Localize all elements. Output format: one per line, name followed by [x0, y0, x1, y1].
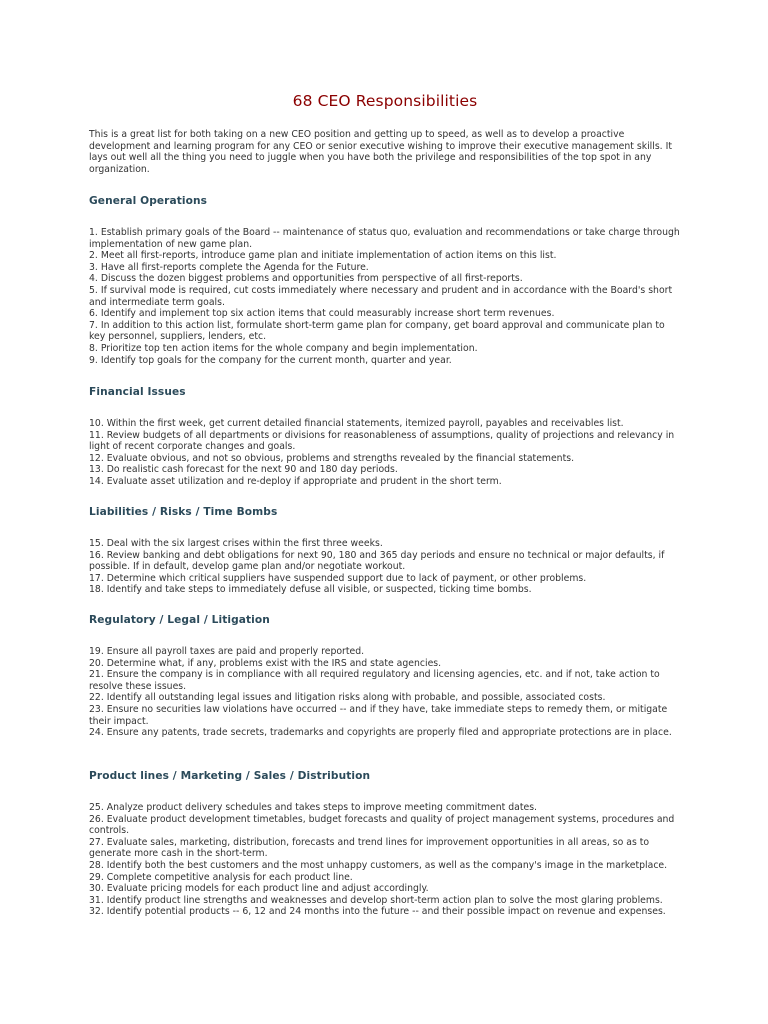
list-item: 32. Identify potential products -- 6, 12 and 24 months into the future -- and their possible impact on revenue and expenses.	[89, 906, 666, 918]
list-item: 2. Meet all first-reports, introduce game plan and initiate implementation of action items on this list.	[89, 250, 557, 262]
list-item: 15. Deal with the six largest crises within the first three weeks.	[89, 538, 383, 549]
list-item: 30. Evaluate pricing models for each product line and adjust accordingly.	[89, 883, 429, 895]
list-item: 12. Evaluate obvious, and not so obvious, problems and strengths revealed by the financial statements.	[89, 452, 575, 464]
list-item: 11. Review budgets of all departments or divisions for reasonableness of assumptions, quality of projections and relevancy in light of recent corporate changes and goals.	[89, 429, 675, 453]
list-item: 23. Ensure no securities law violations have occurred -- and if they have, take immediate steps to remedy them, or mitigate their impact.	[89, 703, 668, 727]
section-list-regulatory-legal	[89, 646, 681, 739]
list-item: 8. Prioritize top ten action items for the whole company and begin implementation.	[89, 342, 478, 354]
list-item: 5. If survival mode is required, cut costs immediately where necessary and prudent and in accordance with the Board's short and intermediate term goals.	[89, 284, 673, 308]
list-item: 25. Analyze product delivery schedules and takes steps to improve meeting commitment dates.	[89, 802, 538, 813]
list-item: 19. Ensure all payroll taxes are paid and properly reported.	[89, 646, 365, 657]
list-item: 9. Identify top goals for the company for the current month, quarter and year.	[89, 354, 452, 366]
intro-paragraph: This is a great list for both taking on a new CEO position and getting up to speed, as well as to develop a proactive development and learning program for any CEO or senior executive wishing to improve their executive management skills. It lays out well all the thing you need to juggle when you have both the privilege and responsibilities of the top spot in any organization.	[89, 129, 672, 175]
list-item: 31. Identify product line strengths and weaknesses and develop short-term action plan to solve the most glaring problems.	[89, 894, 663, 906]
list-item: 3. Have all first-reports complete the Agenda for the Future.	[89, 261, 369, 273]
list-item: 24. Ensure any patents, trade secrets, trademarks and copyrights are properly filed and appropriate protections are in place.	[89, 727, 672, 739]
section-list-financial-issues	[89, 418, 681, 488]
list-item: 22. Identify all outstanding legal issues and litigation risks along with probable, and possible, associated costs.	[89, 692, 606, 704]
list-item: 6. Identify and implement top six action items that could measurably increase short term revenues.	[89, 308, 555, 320]
section-list-general-operations	[89, 227, 681, 366]
list-item: 10. Within the first week, get current detailed financial statements, itemized payroll, payables and receivables list.	[89, 418, 624, 429]
section-heading-financial-issues: Financial Issues	[89, 386, 186, 398]
section-heading-liabilities-risks: Liabilities / Risks / Time Bombs	[89, 506, 278, 518]
section-heading-regulatory-legal: Regulatory / Legal / Litigation	[89, 614, 270, 626]
list-item: 26. Evaluate product development timetables, budget forecasts and quality of project management systems, procedures and controls.	[89, 813, 675, 837]
list-item: 1. Establish primary goals of the Board -- maintenance of status quo, evaluation and recommendations or take charge through implementation of new game plan.	[89, 227, 680, 250]
list-item: 29. Complete competitive analysis for each product line.	[89, 871, 353, 883]
list-item: 18. Identify and take steps to immediately defuse all visible, or suspected, ticking time bombs.	[89, 584, 532, 596]
list-item: 28. Identify both the best customers and the most unhappy customers, as well as the company's image in the marketplace.	[89, 859, 668, 871]
page-title: 68 CEO Responsibilities	[292, 92, 478, 110]
list-item: 21. Ensure the company is in compliance with all required regulatory and licensing agencies, etc. and if not, take action to resolve these issues.	[89, 669, 660, 692]
section-list-liabilities-risks	[89, 538, 681, 596]
list-item: 14. Evaluate asset utilization and re-deploy if appropriate and prudent in the short term.	[89, 475, 502, 487]
section-heading-general-operations: General Operations	[89, 195, 208, 207]
list-item: 13. Do realistic cash forecast for the next 90 and 180 day periods.	[89, 464, 398, 476]
list-item: 4. Discuss the dozen biggest problems and opportunities from perspective of all first-reports.	[89, 273, 523, 285]
list-item: 16. Review banking and debt obligations for next 90, 180 and 365 day periods and ensure no technical or major defaults, if possible. If in default, develop game plan and/or negotiate workout.	[89, 549, 665, 573]
list-item: 17. Determine which critical suppliers have suspended support due to lack of payment, or other problems.	[89, 572, 587, 584]
list-item: 20. Determine what, if any, problems exist with the IRS and state agencies.	[89, 657, 442, 669]
section-list-product-lines	[89, 802, 681, 918]
list-item: 27. Evaluate sales, marketing, distribution, forecasts and trend lines for improvement opportunities in all areas, so as to generate more cash in the short-term.	[89, 836, 650, 860]
list-item: 7. In addition to this action list, formulate short-term game plan for company, get board approval and communicate plan to key personnel, suppliers, lenders, etc.	[89, 319, 665, 343]
section-heading-product-lines: Product lines / Marketing / Sales / Distribution	[89, 770, 371, 782]
